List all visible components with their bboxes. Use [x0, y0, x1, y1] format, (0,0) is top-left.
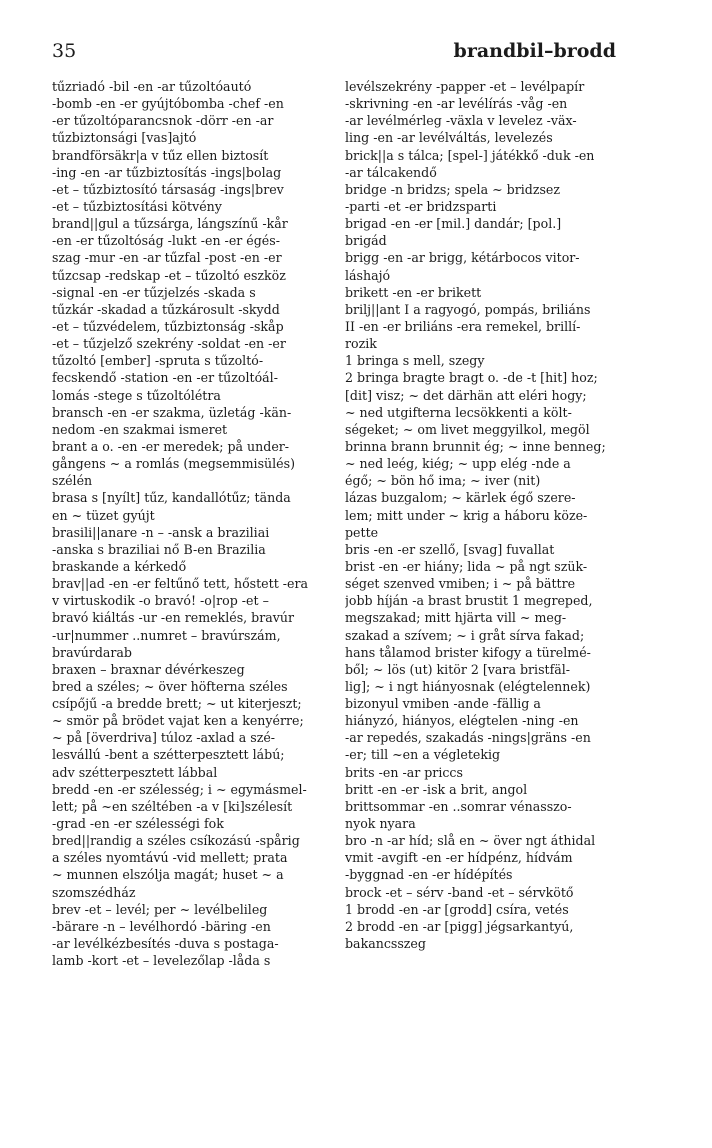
entry-line: lomás -stege s tűzoltólétra	[52, 387, 221, 403]
entry-line: nedom -en szakmai ismeret	[52, 421, 228, 437]
entry-line: bravó kiáltás -ur -en remeklés, bravúr	[52, 610, 295, 626]
entry-line: -grad -en -er szélességi fok	[52, 816, 224, 832]
entry-line: brant a o. -en -er meredek; på under-	[52, 438, 290, 454]
entry-line: csípőjű -a bredde brett; ~ ut kiterjeszt;	[52, 696, 302, 712]
entry-line: lem; mitt under ~ krig a háboru köze-	[345, 507, 588, 523]
entry-line: brigad -en -er [mil.] dandár; [pol.]	[345, 216, 562, 232]
entry-line: bravúrdarab	[52, 644, 132, 660]
entry-line: -bärare -n – levélhordó -bäring -en	[52, 918, 271, 934]
entry-line: brasa s [nyílt] tűz, kandallótűz; tända	[52, 490, 291, 506]
entry-line: -et – tűzbiztosító társaság -ings|brev	[52, 181, 284, 197]
entry-line: -ing -en -ar tűzbiztosítás -ings|bolag	[52, 164, 282, 180]
entry-line: -byggnad -en -er hídépítés	[345, 867, 513, 883]
entry-line: brist -en -er hiány; lida ~ på ngt szük-	[345, 558, 588, 574]
entry-line: -ar repedés, szakadás -nings|gräns -en	[345, 730, 591, 746]
entry-line: brikett -en -er brikett	[345, 284, 482, 300]
entry-line: brand||gul a tűzsárga, lángszínű -kår	[52, 216, 288, 232]
entry-line: gångens ~ a romlás (megsemmisülés)	[52, 456, 296, 472]
entry-line: bredd -en -er szélesség; i ~ egymásmel-	[52, 781, 307, 797]
right-column	[345, 78, 617, 952]
entry-line: brandförsäkr|a v tűz ellen biztosít	[52, 147, 269, 163]
entry-line: hiányzó, hiányos, elégtelen -ning -en	[345, 713, 579, 729]
entry-line: -bomb -en -er gyújtóbomba -chef -en	[52, 96, 284, 112]
entry-line: 2 brodd -en -ar [pigg] jégsarkantyú,	[345, 918, 574, 934]
entry-line: tűzcsap -redskap -et – tűzoltó eszköz	[52, 267, 286, 283]
entry-line: bro -n -ar híd; slå en ~ över ngt áthidal	[345, 833, 596, 849]
entry-line: 1 brodd -en -ar [grodd] csíra, vetés	[345, 901, 569, 917]
entry-line: szomszédház	[52, 884, 136, 900]
entry-line: nyok nyara	[345, 816, 416, 832]
entry-line: [dit] visz; ~ det därhän att eléri hogy;	[345, 387, 587, 403]
entry-line: v virtuskodik -o bravó! -o|rop -et –	[52, 593, 269, 609]
entry-line: bris -en -er szellő, [svag] fuvallat	[345, 541, 555, 557]
entry-line: adv szétterpesztett lábbal	[52, 764, 218, 780]
entry-line: -parti -et -er bridzsparti	[345, 198, 497, 214]
entry-line: brav||ad -en -er feltűnő tett, hőstett -era	[52, 576, 309, 592]
entry-line: brev -et – levél; per ~ levélbelileg	[52, 901, 268, 917]
entry-line: ből; ~ lös (ut) kitör 2 [vara bristfäl-	[345, 661, 571, 677]
entry-line: britt -en -er -isk a brit, angol	[345, 781, 528, 797]
entry-line: szag -mur -en -ar tűzfal -post -en -er	[52, 250, 282, 266]
entry-line: tűzriadó -bil -en -ar tűzoltóautó	[52, 79, 252, 94]
entry-line: II -en -er briliáns -era remekel, brillí-	[345, 318, 581, 334]
entry-line: -et – tűzjelző szekrény -soldat -en -er	[52, 336, 286, 352]
entry-line: -skrivning -en -ar levélírás -våg -en	[345, 96, 568, 112]
entry-line: ling -en -ar levélváltás, levelezés	[345, 130, 553, 146]
entry-line: en ~ tüzet gyújt	[52, 507, 155, 523]
entry-line: fecskendő -station -en -er tűzoltóál-	[52, 370, 278, 386]
entry-line: braskande a kérkedő	[52, 558, 187, 574]
entry-line: bakancsszeg	[345, 936, 426, 952]
entry-line: ~ smör på brödet vajat ken a kenyérre;	[52, 713, 304, 729]
entry-line: megszakad; mitt hjärta vill ~ meg-	[345, 610, 567, 626]
entry-line: ~ på [överdriva] túloz -axlad a szé-	[52, 730, 276, 746]
entry-line: rozik	[345, 336, 377, 352]
entry-line: bransch -en -er szakma, üzletág -kän-	[52, 404, 292, 420]
entry-line: braxen – braxnar dévérkeszeg	[52, 661, 245, 677]
entry-line: brigg -en -ar brigg, kétárbocos vitor-	[345, 250, 580, 266]
entry-line: lamb -kort -et – levelezőlap -låda s	[52, 953, 271, 969]
entry-line: -et – tűzvédelem, tűzbiztonság -skåp	[52, 318, 284, 334]
running-head: brandbil–brodd	[453, 40, 616, 62]
entry-line: brigád	[345, 233, 387, 249]
entry-line: -et – tűzbiztosítási kötvény	[52, 198, 222, 214]
entry-line: -ar tálcakendő	[345, 164, 437, 180]
entry-line: tűzoltó [ember] -spruta s tűzoltó-	[52, 353, 264, 369]
entry-line: égő; ~ bön hő ima; ~ iver (nit)	[345, 473, 541, 489]
entry-line: bizonyul vmiben -ande -fällig a	[345, 696, 541, 712]
entry-line: lett; på ~en széltében -a v [ki]szélesít	[52, 798, 293, 814]
entry-line: lázas buzgalom; ~ kärlek égő szere-	[345, 490, 576, 506]
entry-line: ~ munnen elszólja magát; huset ~ a	[52, 867, 284, 883]
entry-line: -er; till ~en a végletekig	[345, 747, 501, 763]
entry-line: brilj||ant I a ragyogó, pompás, briliáns	[345, 301, 591, 317]
entry-line: ségeket; ~ om livet meggyilkol, megöl	[345, 421, 590, 437]
page-number: 35	[52, 40, 77, 62]
entry-line: vmit -avgift -en -er hídpénz, hídvám	[345, 850, 573, 866]
entry-line: tűzbiztonsági [vas]ajtó	[52, 130, 197, 146]
left-column	[52, 78, 324, 969]
entry-line: -signal -en -er tűzjelzés -skada s	[52, 284, 256, 300]
entry-line: brick||a s tálca; [spel-] játékkő -duk -en	[345, 147, 595, 163]
entry-line: a széles nyomtávú -vid mellett; prata	[52, 850, 288, 866]
entry-line: brinna brann brunnit ég; ~ inne benneg;	[345, 438, 606, 454]
entry-line: -anska s braziliai nő B-en Brazilia	[52, 541, 266, 557]
entry-line: tűzkár -skadad a tűzkárosult -skydd	[52, 301, 280, 317]
entry-line: jobb híján -a brast brustit 1 megreped,	[345, 593, 593, 609]
entry-line: brasili||anare -n – -ansk a braziliai	[52, 524, 270, 540]
entry-line: levélszekrény -papper -et – levélpapír	[345, 79, 585, 94]
entry-line: ~ ned leég, kiég; ~ upp elég -nde a	[345, 456, 571, 472]
entry-line: brittsommar -en ..somrar vénasszo-	[345, 798, 572, 814]
entry-line: -er tűzoltóparancsnok -dörr -en -ar	[52, 113, 274, 129]
entry-line: lig]; ~ i ngt hiányosnak (elégtelennek)	[345, 678, 591, 694]
entry-line: szakad a szívem; ~ i gråt sírva fakad;	[345, 627, 585, 643]
entry-line: -en -er tűzoltóság -lukt -en -er égés-	[52, 233, 280, 249]
entry-line: brits -en -ar priccs	[345, 764, 463, 780]
entry-line: bred||randig a széles csíkozású -spårig	[52, 833, 300, 849]
entry-line: bred a széles; ~ över höfterna széles	[52, 678, 288, 694]
entry-line: 1 bringa s mell, szegy	[345, 353, 485, 369]
entry-line: -ar levélkézbesítés -duva s postaga-	[52, 936, 279, 952]
page-header	[52, 40, 616, 70]
entry-line: ~ ned utgifterna lecsökkenti a költ-	[345, 404, 572, 420]
entry-line: séget szenved vmiben; i ~ på bättre	[345, 576, 576, 592]
entry-line: lesvállú -bent a szétterpesztett lábú;	[52, 747, 285, 763]
entry-line: szélén	[52, 473, 93, 489]
entry-line: hans tålamod brister kifogy a türelmé-	[345, 644, 591, 660]
entry-line: -ur|nummer ..numret – bravúrszám,	[52, 627, 281, 643]
entry-line: brock -et – sérv -band -et – sérvkötő	[345, 884, 574, 900]
entry-line: -ar levélmérleg -växla v levelez -väx-	[345, 113, 577, 129]
entry-line: 2 bringa bragte bragt o. -de -t [hit] hoz;	[345, 370, 598, 386]
entry-line: bridge -n bridzs; spela ~ bridzsez	[345, 181, 561, 197]
entry-line: láshajó	[345, 267, 391, 283]
entry-line: pette	[345, 524, 379, 540]
